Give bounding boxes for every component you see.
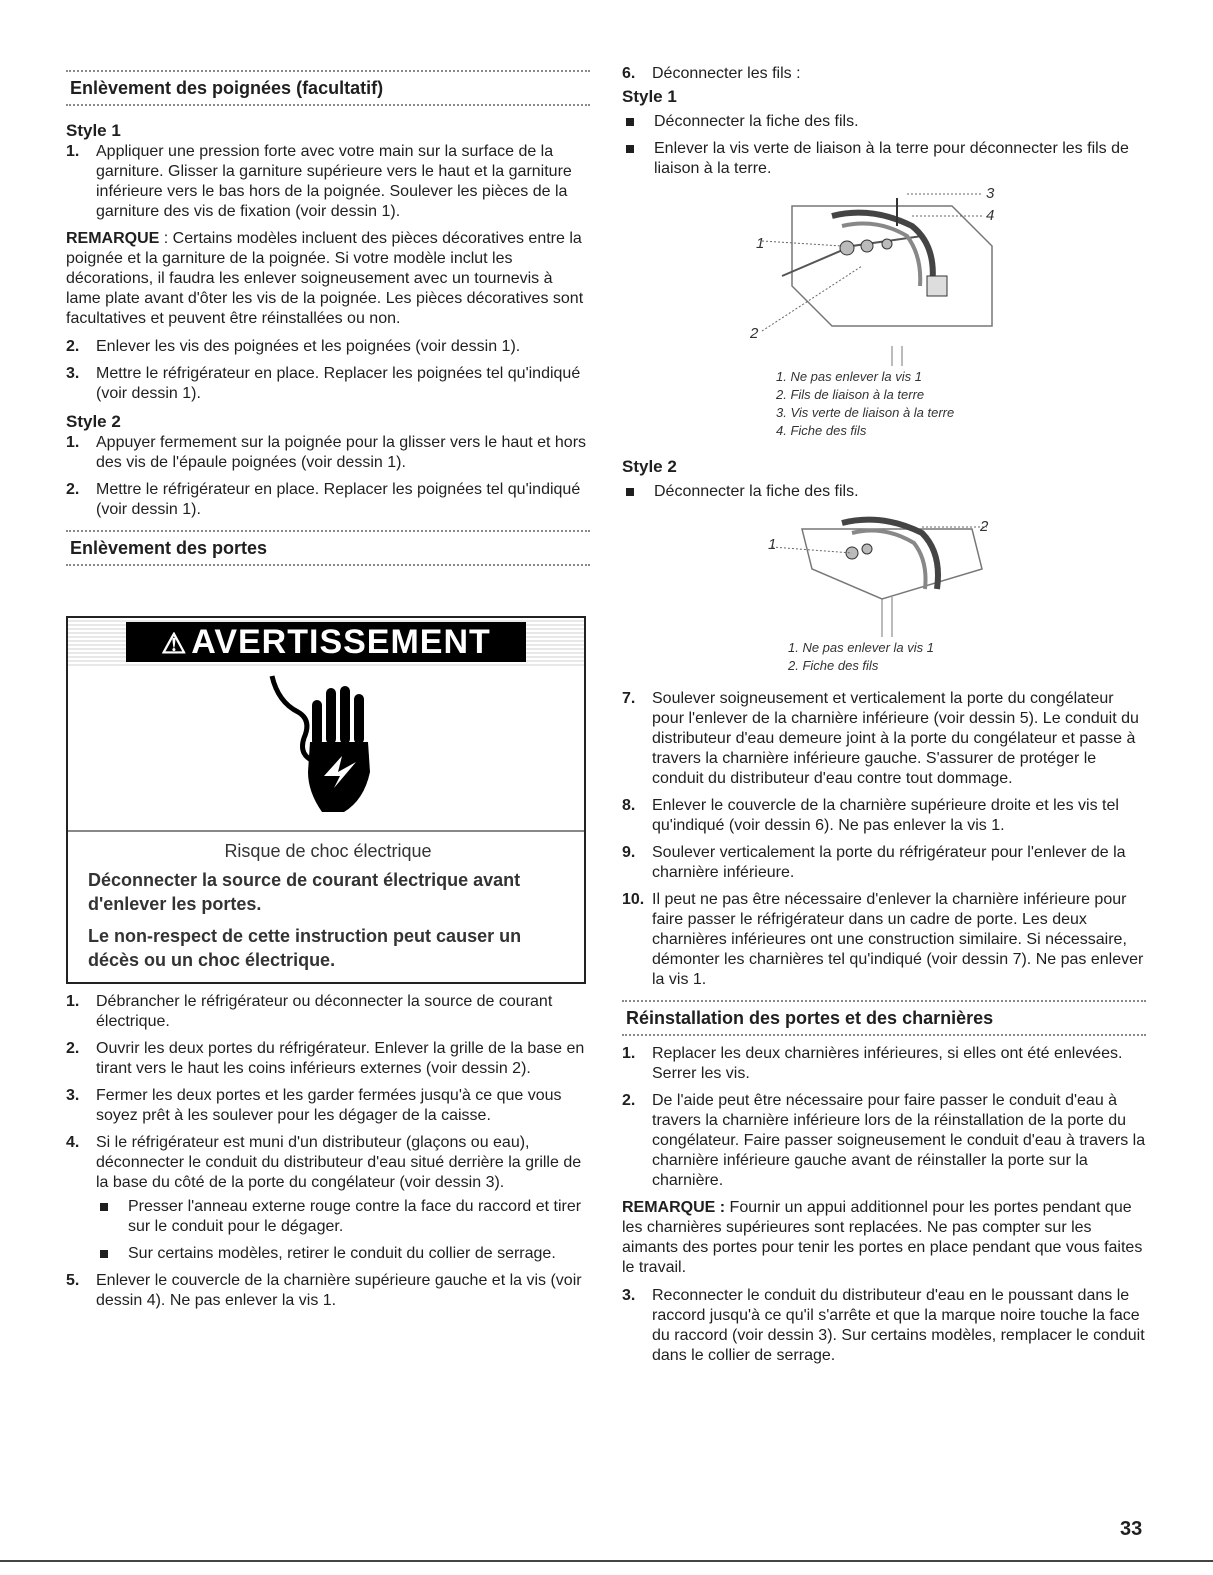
step-text: Enlever le couvercle de la charnière supérieure gauche et la vis (voir dessin 4). Ne pas enlever la vis 1. xyxy=(96,1272,582,1309)
step-number: 2. xyxy=(66,481,80,498)
caption-line: 1. Ne pas enlever la vis 1 xyxy=(776,369,922,384)
list-item xyxy=(66,337,590,357)
bullet-text: Déconnecter la fiche des fils. xyxy=(654,483,859,500)
left-column-continued xyxy=(66,992,590,1318)
step-text: Enlever le couvercle de la charnière supérieure droite et les vis tel qu'indiqué (voir dessin 6). Ne pas enlever la vis 1. xyxy=(652,797,1119,834)
step-number: 1. xyxy=(66,993,80,1010)
left-column xyxy=(66,0,590,566)
step-text: Il peut ne pas être nécessaire d'enlever la charnière inférieure pour faire passer le réfrigérateur dans un cadre de porte. Les deux charnières inférieures ont une construction similaire. Si nécessaire, démonter les charnières tel qu'indiqué (voir dessin 7). Ne pas enlever la vis 1. xyxy=(652,891,1144,988)
step-text: De l'aide peut être nécessaire pour faire passer le conduit d'eau à travers la charnière inférieure lors de la réinstallation de la porte du congélateur. Faire passer soigneusement le conduit d'eau à travers la charnière inférieure gauche avant de réinstaller la porte sur la charnière. xyxy=(652,1092,1146,1189)
list-item xyxy=(66,364,590,404)
warning-line-1: Déconnecter la source de courant électrique avant d'enlever les portes. xyxy=(88,870,521,914)
caption-line: 1. Ne pas enlever la vis 1 xyxy=(788,640,934,655)
step-number: 7. xyxy=(622,690,636,707)
list-item xyxy=(622,482,1146,502)
bullet-square-icon xyxy=(626,488,634,496)
step-text: Replacer les deux charnières inférieures, si elles ont été enlevées. Serrer les vis. xyxy=(652,1045,1123,1082)
style1-heading: Style 1 xyxy=(622,87,677,106)
step-number: 3. xyxy=(66,1087,80,1104)
list-item xyxy=(66,1133,590,1264)
step-text: Appliquer une pression forte avec votre main sur la surface de la garniture. Glisser la garniture supérieure vers le haut et la garniture inférieure vers le bas hors de la poignée. Soulever les pièces de la garniture des vis de fixation (voir dessin 1). xyxy=(96,143,572,220)
step-number: 1. xyxy=(622,1045,636,1062)
style2-bullets xyxy=(622,482,1146,502)
callout-4: 4 xyxy=(986,207,995,224)
warning-text xyxy=(88,840,568,980)
handle-style2-steps xyxy=(66,433,590,520)
wire-step xyxy=(622,64,1146,84)
page-number: 33 xyxy=(1120,1518,1143,1540)
step-text: Soulever soigneusement et verticalement la porte du congélateur pour l'enlever de la charnière inférieure (voir dessin 5). Le conduit du distributeur d'eau demeure joint à la porte du congélateur et passe à travers la charnière inférieure gauche. S'assurer de protéger le conduit du distributeur d'eau contre tout dommage. xyxy=(652,690,1139,787)
step-text: Ouvrir les deux portes du réfrigérateur. Enlever la grille de la base en tirant vers le haut les coins inférieurs externes (voir dessin 2). xyxy=(96,1040,585,1077)
bullet-text: Déconnecter la fiche des fils. xyxy=(654,113,859,130)
step-text: Soulever verticalement la porte du réfrigérateur pour l'enlever de la charnière inférieure. xyxy=(652,844,1126,881)
remark-label: REMARQUE : xyxy=(622,1199,726,1216)
step-number: 1. xyxy=(66,143,80,160)
list-item xyxy=(622,139,1146,179)
list-item xyxy=(622,796,1146,836)
step-number: 4. xyxy=(66,1134,80,1151)
figure1-captions xyxy=(776,368,1146,440)
list-item xyxy=(96,1197,590,1237)
right-column xyxy=(622,0,1146,1373)
door-step-bullets xyxy=(96,1197,590,1264)
figure-wire-disconnect-style1 xyxy=(622,186,1146,372)
style2-heading: Style 2 xyxy=(622,457,677,476)
list-item xyxy=(96,1244,590,1264)
warning-box xyxy=(66,616,586,984)
remark-paragraph xyxy=(66,229,590,329)
list-item xyxy=(622,890,1146,990)
step-number: 2. xyxy=(622,1092,636,1109)
callout-2: 2 xyxy=(980,518,989,535)
step-text: Mettre le réfrigérateur en place. Replacer les poignées tel qu'indiqué (voir dessin 1). xyxy=(96,481,581,518)
warning-line-2: Le non-respect de cette instruction peut causer un décès ou un choc électrique. xyxy=(88,926,522,970)
step-number: 3. xyxy=(622,1287,636,1304)
bullet-square-icon xyxy=(626,145,634,153)
warning-banner-text: AVERTISSEMENT xyxy=(191,623,491,661)
step-text: Fermer les deux portes et les garder fermées jusqu'à ce que vous soyez prêt à les soulever pour les dégager de la caisse. xyxy=(96,1087,562,1124)
list-item xyxy=(622,843,1146,883)
figure2-captions xyxy=(788,639,1146,675)
step-number: 1. xyxy=(66,434,80,451)
door-removal-steps xyxy=(66,992,590,1311)
callout-1: 1 xyxy=(756,235,765,252)
handle-style1-steps xyxy=(66,142,590,222)
step-text: Appuyer fermement sur la poignée pour la glisser vers le haut et hors des vis de l'épaule poignées (voir dessin 1). xyxy=(96,434,587,471)
reinstall-steps xyxy=(622,1044,1146,1191)
bullet-square-icon xyxy=(100,1250,108,1258)
warning-header xyxy=(68,618,584,666)
warning-divider xyxy=(68,830,584,832)
list-item xyxy=(622,689,1146,789)
section-rule xyxy=(622,1034,1146,1036)
style2-heading: Style 2 xyxy=(66,412,121,431)
warning-risk: Risque de choc électrique xyxy=(224,841,432,861)
bullet-square-icon xyxy=(100,1203,108,1211)
step-text: Reconnecter le conduit du distributeur d'eau en le poussant dans le raccord jusqu'à ce qu'il s'arrête et que la marque noire touche la face du raccord (voir dessin 3). Sur certains modèles, remplacer le conduit dans le collier de serrage. xyxy=(652,1287,1145,1364)
bottom-rule xyxy=(0,1560,1213,1562)
style1-heading: Style 1 xyxy=(66,121,121,140)
warning-banner xyxy=(126,622,526,662)
list-item xyxy=(66,992,590,1032)
step-text: Si le réfrigérateur est muni d'un distributeur (glaçons ou eau), déconnecter le conduit du distributeur d'eau situé derrière la grille de la base du côté de la porte du congélateur (voir dessin 3). xyxy=(96,1134,582,1191)
caption-line: 4. Fiche des fils xyxy=(776,423,867,438)
remark-text: Fournir un appui additionnel pour les portes pendant que les charnières supérieures sont replacées. Ne pas compter sur les aimants des portes pour tenir les portes en place pendant que vous faites le travail. xyxy=(622,1199,1143,1276)
section-rule xyxy=(66,564,590,566)
hinge-wires-illustration xyxy=(722,186,1022,366)
step-number: 6. xyxy=(622,65,636,82)
step-number: 8. xyxy=(622,797,636,814)
step-text: Enlever les vis des poignées et les poignées (voir dessin 1). xyxy=(96,338,521,355)
list-item xyxy=(622,1286,1146,1366)
section-title-handles: Enlèvement des poignées (facultatif) xyxy=(70,78,384,98)
step-number: 2. xyxy=(66,1040,80,1057)
callout-3: 3 xyxy=(986,185,995,202)
remark-label: REMARQUE xyxy=(66,230,160,247)
step-number: 3. xyxy=(66,365,80,382)
list-item xyxy=(66,142,590,222)
reinstall-steps-b xyxy=(622,1286,1146,1366)
callout-1: 1 xyxy=(768,536,777,553)
bullet-square-icon xyxy=(626,118,634,126)
section-title-reinstall: Réinstallation des portes et des charnières xyxy=(626,1008,994,1028)
section-title-doors: Enlèvement des portes xyxy=(70,538,268,558)
step-text: Déconnecter les fils : xyxy=(652,65,801,82)
list-item xyxy=(622,1091,1146,1191)
step-number: 9. xyxy=(622,844,636,861)
electric-shock-hand-icon xyxy=(264,672,404,822)
door-steps-continued xyxy=(622,689,1146,990)
caption-line: 2. Fils de liaison à la terre xyxy=(776,387,925,402)
step-text: Mettre le réfrigérateur en place. Replacer les poignées tel qu'indiqué (voir dessin 1). xyxy=(96,365,581,402)
bullet-text: Sur certains modèles, retirer le conduit du collier de serrage. xyxy=(128,1245,556,1262)
bullet-text: Presser l'anneau externe rouge contre la face du raccord et tirer sur le conduit pour le dégager. xyxy=(128,1198,582,1235)
list-item xyxy=(66,1086,590,1126)
list-item xyxy=(66,433,590,473)
step-number: 2. xyxy=(66,338,80,355)
bullet-text: Enlever la vis verte de liaison à la terre pour déconnecter les fils de liaison à la terre. xyxy=(654,140,1129,177)
callout-2: 2 xyxy=(750,325,759,342)
handle-style1-steps-b xyxy=(66,337,590,404)
list-item xyxy=(66,1271,590,1311)
step-text: Débrancher le réfrigérateur ou déconnecter la source de courant électrique. xyxy=(96,993,553,1030)
hinge-plug-illustration xyxy=(772,509,1012,639)
step-number: 10. xyxy=(622,891,645,908)
list-item xyxy=(622,64,1146,84)
section-rule xyxy=(66,104,590,106)
caption-line: 2. Fiche des fils xyxy=(788,658,879,673)
list-item xyxy=(66,480,590,520)
remark-paragraph xyxy=(622,1198,1146,1278)
warning-triangle-icon: ⚠ xyxy=(161,628,188,659)
step-number: 5. xyxy=(66,1272,80,1289)
list-item xyxy=(622,1044,1146,1084)
list-item xyxy=(66,1039,590,1079)
style1-bullets xyxy=(622,112,1146,179)
figure-wire-disconnect-style2 xyxy=(622,509,1146,639)
caption-line: 3. Vis verte de liaison à la terre xyxy=(776,405,955,420)
list-item xyxy=(622,112,1146,132)
remark-text: : Certains modèles incluent des pièces décoratives entre la poignée et la garniture de la poignée. Si votre modèle inclut les décorations, il faudra les enlever soigneusement avec un tournevis à lame plate avant d'ôter les vis de la poignée. Les pièces décoratives sont facultatives et peuvent être réinstallées ou non. xyxy=(66,230,584,327)
